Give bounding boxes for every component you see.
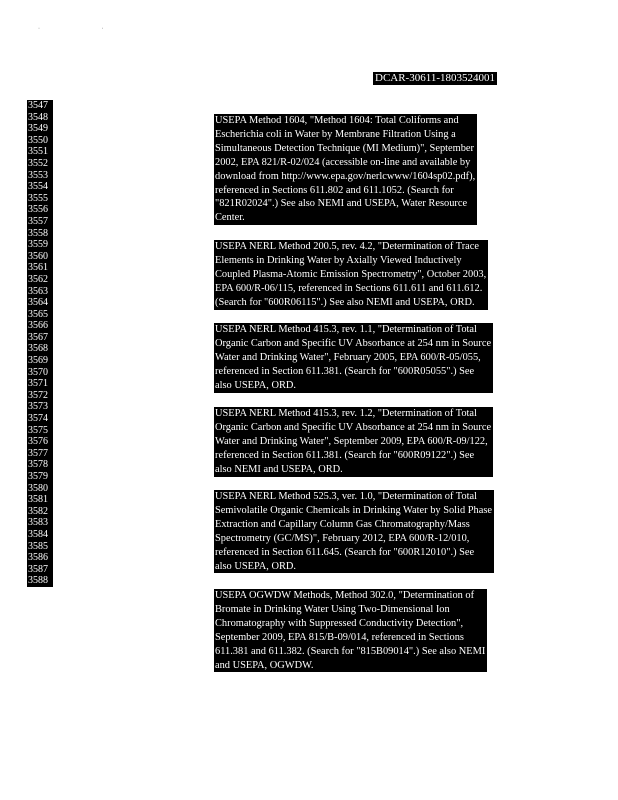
line-number: 3582 bbox=[27, 506, 53, 518]
line-number: 3576 bbox=[27, 436, 53, 448]
line-number: 3571 bbox=[27, 378, 53, 390]
scan-specks: · · bbox=[38, 26, 134, 32]
line-number: 3547 bbox=[27, 100, 53, 112]
reference-line: also USEPA, ORD. bbox=[215, 560, 297, 572]
reference-line: Water and Drinking Water", February 2005, EPA 600/R-05/055, bbox=[215, 351, 481, 363]
line-number: 3570 bbox=[27, 367, 53, 379]
line-number: 3559 bbox=[27, 239, 53, 251]
reference-line: (Search for "600R06115".) See also NEMI and USEPA, ORD. bbox=[215, 296, 475, 308]
line-number: 3561 bbox=[27, 262, 53, 274]
line-number: 3568 bbox=[27, 343, 53, 355]
line-number-gutter bbox=[27, 100, 53, 587]
line-number: 3550 bbox=[27, 135, 53, 147]
line-number: 3584 bbox=[27, 529, 53, 541]
line-number: 3585 bbox=[27, 541, 53, 553]
line-number: 3551 bbox=[27, 146, 53, 158]
line-number: 3552 bbox=[27, 158, 53, 170]
line-number: 3580 bbox=[27, 483, 53, 495]
line-number: 3574 bbox=[27, 413, 53, 425]
reference-line: USEPA NERL Method 200.5, rev. 4.2, "Determination of Trace bbox=[215, 241, 479, 252]
line-number: 3563 bbox=[27, 286, 53, 298]
document-id: DCAR-30611-1803524001 bbox=[375, 72, 495, 84]
reference-line: USEPA Method 1604, "Method 1604: Total Coliforms and bbox=[215, 115, 459, 126]
line-number: 3573 bbox=[27, 401, 53, 413]
line-number: 3577 bbox=[27, 448, 53, 460]
reference-line: Center. bbox=[215, 212, 245, 224]
reference-line: USEPA NERL Method 415.3, rev. 1.1, "Determination of Total bbox=[215, 324, 477, 335]
reference-line: Water and Drinking Water", September 2009, EPA 600/R-09/122, bbox=[215, 435, 488, 447]
reference-line: EPA 600/R-06/115, referenced in Sections 611.611 and 611.612. bbox=[215, 282, 483, 294]
reference-line: and USEPA, OGWDW. bbox=[215, 659, 314, 671]
line-number: 3558 bbox=[27, 228, 53, 240]
reference-line: Organic Carbon and Specific UV Absorbance at 254 nm in Source bbox=[215, 337, 492, 349]
line-number: 3556 bbox=[27, 204, 53, 216]
reference-line: Semivolatile Organic Chemicals in Drinking Water by Solid Phase bbox=[215, 504, 492, 516]
reference-line: referenced in Section 611.645. (Search for "600R12010".) See bbox=[215, 546, 475, 558]
line-number: 3567 bbox=[27, 332, 53, 344]
reference-line: download from http://www.epa.gov/nerlcwww/1604sp02.pdf), bbox=[215, 170, 476, 182]
reference-line: 2002, EPA 821/R-02/024 (accessible on-line and available by bbox=[215, 156, 471, 168]
line-number: 3564 bbox=[27, 297, 53, 309]
reference-line: also NEMI and USEPA, ORD. bbox=[215, 463, 343, 475]
line-number: 3562 bbox=[27, 274, 53, 286]
line-number: 3549 bbox=[27, 123, 53, 135]
reference-line: Escherichia coli in Water by Membrane Filtration Using a bbox=[215, 128, 456, 140]
reference-line: Coupled Plasma-Atomic Emission Spectrometry", October 2003, bbox=[215, 268, 487, 280]
reference-line: USEPA NERL Method 415.3, rev. 1.2, "Determination of Total bbox=[215, 408, 477, 419]
line-number: 3579 bbox=[27, 471, 53, 483]
reference-line: Bromate in Drinking Water Using Two-Dimensional Ion bbox=[215, 603, 450, 615]
reference-line: referenced in Section 611.381. (Search for "600R09122".) See bbox=[215, 449, 475, 461]
reference-line: Chromatography with Suppressed Conductivity Detection", bbox=[215, 617, 464, 629]
line-number: 3569 bbox=[27, 355, 53, 367]
line-number: 3555 bbox=[27, 193, 53, 205]
line-number: 3586 bbox=[27, 552, 53, 564]
reference-ogwdw-302-0 bbox=[214, 589, 487, 672]
line-number: 3560 bbox=[27, 251, 53, 263]
reference-line: Extraction and Capillary Column Gas Chromatography/Mass bbox=[215, 518, 470, 530]
reference-line: 611.381 and 611.382. (Search for "815B09014".) See also NEMI bbox=[215, 645, 486, 657]
reference-line: USEPA NERL Method 525.3, ver. 1.0, "Determination of Total bbox=[215, 491, 478, 502]
reference-usepa-200-5 bbox=[214, 240, 488, 310]
line-number: 3578 bbox=[27, 459, 53, 471]
line-number: 3553 bbox=[27, 170, 53, 182]
reference-line: USEPA OGWDW Methods, Method 302.0, "Determination of bbox=[215, 590, 475, 601]
reference-line: "821R02024".) See also NEMI and USEPA, Water Resource bbox=[215, 198, 468, 210]
reference-line: Spectrometry (GC/MS)", February 2012, EPA 600/R-12/010, bbox=[215, 532, 470, 544]
reference-line: also USEPA, ORD. bbox=[215, 379, 297, 391]
reference-usepa-1604 bbox=[214, 114, 477, 225]
reference-line: referenced in Sections 611.802 and 611.1052. (Search for bbox=[215, 184, 454, 196]
line-number: 3565 bbox=[27, 309, 53, 321]
reference-usepa-415-3-rev1-2 bbox=[214, 407, 493, 477]
line-number: 3566 bbox=[27, 320, 53, 332]
reference-line: Organic Carbon and Specific UV Absorbance at 254 nm in Source bbox=[215, 421, 492, 433]
line-number: 3557 bbox=[27, 216, 53, 228]
line-number: 3548 bbox=[27, 112, 53, 124]
reference-usepa-415-3-rev1-1 bbox=[214, 323, 493, 393]
line-number: 3572 bbox=[27, 390, 53, 402]
reference-line: Elements in Drinking Water by Axially Viewed Inductively bbox=[215, 254, 462, 266]
line-number: 3588 bbox=[27, 575, 53, 587]
line-number: 3554 bbox=[27, 181, 53, 193]
line-number: 3587 bbox=[27, 564, 53, 576]
line-number: 3583 bbox=[27, 517, 53, 529]
line-number: 3575 bbox=[27, 425, 53, 437]
reference-usepa-525-3 bbox=[214, 490, 494, 573]
reference-line: September 2009, EPA 815/B-09/014, referenced in Sections bbox=[215, 631, 464, 643]
line-number: 3581 bbox=[27, 494, 53, 506]
reference-line: referenced in Section 611.381. (Search for "600R05055".) See bbox=[215, 365, 475, 377]
reference-line: Simultaneous Detection Technique (MI Medium)", September bbox=[215, 142, 474, 154]
